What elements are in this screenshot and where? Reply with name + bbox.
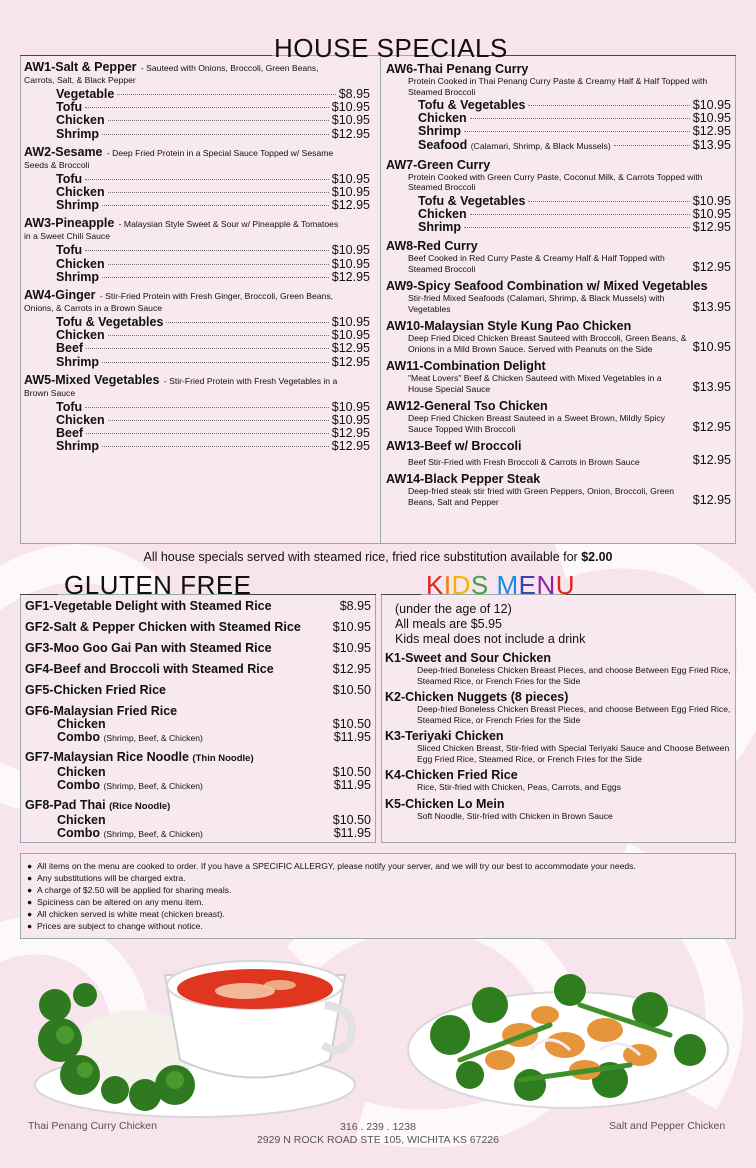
item-title: AW2-Sesame (24, 144, 103, 159)
bullet-icon: ● (27, 885, 33, 895)
price-row (24, 128, 370, 141)
gf-item (25, 641, 371, 655)
option-price: $10.95 (331, 185, 370, 200)
bullet-icon: ● (27, 873, 33, 883)
menu-item (386, 62, 731, 153)
item-title: AW6-Thai Penang Curry (386, 62, 529, 76)
option-price: $12.95 (331, 439, 370, 454)
item-description: Deep Fried Diced Chicken Breast Sauteed with Broccoli, Green Beans, & Onions in a Mild Brown Sauce. Served with Peanuts on the Side (408, 333, 687, 354)
price-row (25, 731, 371, 745)
gf-item-name (25, 599, 371, 613)
kids-title-letter: I (443, 570, 452, 600)
leader-dots (108, 264, 329, 265)
leader-dots (470, 214, 690, 215)
item-name (386, 439, 731, 453)
leader-dots (108, 120, 329, 121)
option-name: Chicken (56, 328, 105, 343)
option-price: $10.95 (692, 111, 731, 126)
price-row (24, 258, 370, 271)
option-price: $10.95 (692, 98, 731, 112)
option-price: $10.95 (331, 100, 370, 115)
menu-item (386, 439, 731, 467)
gf-item (25, 798, 371, 841)
item-name (386, 399, 731, 413)
address: 2929 N ROCK ROAD STE 105, WICHITA KS 67226 (257, 1134, 499, 1146)
item-title: AW14-Black Pepper Steak (386, 472, 541, 487)
item-title: AW8-Red Curry (386, 239, 478, 254)
kids-item-name: K2-Chicken Nuggets (8 pieces) (385, 690, 569, 704)
option-name: Combo (Shrimp, Beef, & Chicken) (57, 826, 203, 840)
option-name: Tofu (56, 100, 83, 115)
item-name (386, 359, 731, 373)
price-row (386, 139, 731, 153)
option-price: $11.95 (333, 778, 371, 792)
option-name: Shrimp (56, 354, 100, 369)
item-description: - Deep Fried Protein in a Special Sauce Topped w/ Sesame Seeds & Broccoli (24, 147, 334, 170)
menu-item (24, 62, 370, 141)
leader-dots (102, 277, 329, 278)
salt-pepper-chicken-image (400, 965, 736, 1125)
note-text: Spiciness can be altered on any menu item. (37, 897, 204, 907)
title-rule (234, 594, 376, 595)
menu-item (386, 319, 731, 354)
bullet-icon: ● (27, 921, 33, 931)
gf-title: GF3-Moo Goo Gai Pan with Steamed Rice (25, 641, 272, 655)
item-price: $13.95 (692, 300, 731, 315)
item-description: - Stir-Fried Protein with Fresh Vegetables in a Brown Sauce (24, 375, 338, 398)
item-price: $12.95 (692, 260, 731, 275)
kids-intro-line: Kids meal does not include a drink (395, 632, 586, 646)
gf-title: GF4-Beef and Broccoli with Steamed Rice (25, 662, 274, 676)
price-row (25, 779, 371, 793)
item-title: AW7-Green Curry (386, 157, 491, 172)
price-row (24, 356, 370, 369)
bullet-icon: ● (27, 909, 33, 919)
option-list (24, 316, 370, 369)
price-row (24, 114, 370, 127)
title-rule (20, 594, 58, 595)
option-name: Shrimp (56, 198, 100, 213)
kids-intro-line: (under the age of 12) (395, 602, 512, 616)
price-row (25, 827, 371, 841)
leader-dots (528, 201, 689, 202)
option-name: Chicken (56, 185, 105, 200)
note-item (27, 896, 727, 908)
menu-item (386, 158, 731, 235)
option-price: $10.95 (331, 399, 370, 414)
option-name: Beef (56, 426, 84, 441)
gf-item (25, 704, 371, 745)
gf-title: GF6-Malaysian Fried Rice (25, 704, 178, 718)
option-name: Shrimp (418, 220, 462, 235)
option-price: $12.95 (331, 426, 370, 441)
option-note: (Calamari, Shrimp, & Black Mussels) (470, 140, 611, 151)
item-title: AW1-Salt & Pepper (24, 60, 137, 74)
option-name: Chicken (57, 813, 106, 827)
gf-item-name (25, 750, 371, 766)
gf-price: $10.95 (332, 641, 371, 655)
option-price: $10.95 (331, 171, 370, 186)
gf-title: GF1-Vegetable Delight with Steamed Rice (25, 599, 272, 613)
gf-note: (Rice Noodle) (109, 801, 171, 812)
title-rule (566, 594, 736, 595)
item-description: Protein Cooked in Thai Penang Curry Paste & Creamy Half & Half Topped with Steamed Broccoli (408, 76, 708, 97)
note-text: All house specials served with steamed rice, fried rice substitution available for (143, 550, 578, 564)
note-text: Any substitutions will be charged extra. (37, 873, 186, 883)
note-text: All items on the menu are cooked to order. If you have a SPECIFIC ALLERGY, please notify your server, and we will try our best to accommodate your needs. (37, 861, 636, 871)
item-name (386, 239, 731, 253)
kids-item (385, 768, 731, 793)
desc-price-wrap (386, 413, 731, 434)
option-price: $12.95 (692, 124, 731, 139)
option-name: Combo (Shrimp, Beef, & Chicken) (57, 730, 203, 744)
option-name: Chicken (57, 765, 106, 779)
option-price: $10.95 (331, 256, 370, 271)
note-item (27, 920, 727, 932)
leader-dots (108, 335, 329, 336)
kids-item (385, 690, 731, 725)
kids-item-description: Rice, Stir-fried with Chicken, Peas, Carrots, and Eggs (417, 782, 621, 792)
item-price: $10.95 (692, 340, 731, 355)
option-name: Vegetable (56, 87, 115, 101)
note-item (27, 884, 727, 896)
item-description: - Stir-Fried Protein with Fresh Ginger, Broccoli, Green Beans, Onions, & Carrots in a Brown Sauce (24, 291, 334, 314)
option-name: Chicken (56, 413, 105, 428)
item-name (24, 144, 370, 171)
option-price: $11.95 (333, 826, 371, 840)
option-note: (Shrimp, Beef, & Chicken) (103, 733, 203, 743)
option-list (386, 195, 731, 235)
gf-item (25, 683, 371, 697)
gf-price: $12.95 (332, 662, 371, 676)
option-name: Tofu (56, 243, 83, 258)
kids-item-name: K5-Chicken Lo Mein (385, 796, 505, 811)
leader-dots (85, 179, 329, 180)
option-name: Combo (Shrimp, Beef, & Chicken) (57, 778, 203, 792)
kids-title-letter: K (426, 570, 444, 600)
menu-item (386, 399, 731, 434)
gf-note: (Thin Noodle) (192, 753, 254, 764)
gf-price: $10.95 (332, 620, 371, 634)
option-note: (Shrimp, Beef, & Chicken) (103, 829, 203, 839)
price-row (24, 271, 370, 284)
menu-item (24, 218, 370, 284)
gf-item-name (25, 641, 371, 655)
option-price: $12.95 (331, 354, 370, 369)
kids-item-name: K3-Teriyaki Chicken (385, 729, 504, 743)
note-text: Prices are subject to change without notice. (37, 921, 203, 931)
gf-price: $10.50 (332, 683, 371, 697)
curry-dish-image (25, 945, 365, 1125)
item-description: - Sauteed with Onions, Broccoli, Green Beans, Carrots, Salt, & Black Pepper (24, 63, 319, 85)
phone-number: 316 . 239 . 1238 (340, 1121, 416, 1133)
option-price: $10.95 (692, 193, 731, 208)
note-price: $2.00 (581, 550, 613, 564)
leader-dots (614, 145, 690, 146)
option-price: $8.95 (338, 87, 370, 101)
item-name (24, 372, 370, 399)
option-name: Chicken (57, 717, 106, 731)
gf-item (25, 750, 371, 793)
menu-item (386, 279, 731, 314)
house-specials-right-column (386, 62, 731, 512)
gf-price: $8.95 (339, 599, 371, 613)
title-rule (486, 55, 736, 56)
option-price: $12.95 (331, 341, 370, 356)
item-description: Beef Cooked in Red Curry Paste & Creamy Half & Half Topped with Steamed Broccoli (408, 253, 665, 274)
option-price: $10.95 (331, 328, 370, 343)
desc-price-wrap (386, 293, 731, 314)
leader-dots (85, 407, 329, 408)
price-row (386, 125, 731, 138)
right-photo-caption: Salt and Pepper Chicken (609, 1120, 726, 1132)
desc-price-wrap (386, 253, 731, 274)
item-name (386, 62, 731, 76)
kids-item-description: Soft Noodle, Stir-fried with Chicken in Brown Sauce (417, 810, 613, 821)
price-row (24, 342, 370, 355)
note-item (27, 908, 727, 920)
gluten-free-list (25, 599, 371, 846)
option-name: Tofu & Vegetables (418, 193, 526, 208)
note-item (27, 860, 727, 872)
leader-dots (464, 227, 690, 228)
leader-dots (117, 94, 335, 95)
house-specials-note (0, 550, 756, 564)
kids-item-name: K4-Chicken Fried Rice (385, 768, 518, 782)
leader-dots (102, 134, 329, 135)
menu-item (24, 144, 370, 213)
kids-title-letter: M (496, 570, 519, 600)
leader-dots (102, 205, 329, 206)
gf-title: GF5-Chicken Fried Rice (25, 683, 167, 697)
bullet-icon: ● (27, 897, 33, 907)
gf-item-name (25, 662, 371, 676)
item-title: AW10-Malaysian Style Kung Pao Chicken (386, 319, 632, 334)
option-price: $10.95 (331, 113, 370, 128)
note-text: A charge of $2.50 will be applied for sharing meals. (37, 885, 232, 895)
desc-price-wrap (386, 453, 731, 467)
item-description: Stir-fried Mixed Seafoods (Calamari, Shrimp, & Black Mussels) with Vegetables (408, 293, 665, 314)
item-name (24, 62, 370, 86)
option-price: $10.50 (332, 813, 371, 827)
option-name: Chicken (418, 207, 467, 222)
option-price: $12.95 (331, 126, 370, 141)
kids-title-letter: D (451, 570, 471, 600)
kids-item-name: K1-Sweet and Sour Chicken (385, 651, 552, 665)
item-description: - Malaysian Style Sweet & Sour w/ Pineapple & Tomatoes in a Sweet Chili Sauce (24, 219, 339, 242)
item-name (386, 472, 731, 486)
option-list (24, 244, 370, 284)
option-price: $10.95 (692, 207, 731, 222)
item-price: $13.95 (692, 380, 731, 395)
kids-item-description: Sliced Chicken Breast, Stir-fried with Special Teriyaki Sauce and Choose Between Egg Fried Rice, Steamed Rice, or French Fries for the Side (417, 743, 730, 764)
option-price: $12.95 (331, 198, 370, 213)
option-name: Chicken (418, 111, 467, 126)
option-name: Tofu (56, 399, 83, 414)
item-title: AW9-Spicy Seafood Combination w/ Mixed Vegetables (386, 279, 708, 294)
item-description: Deep-fried steak stir fried with Green Peppers, Onion, Broccoli, Green Beans, Salt and Pepper (408, 486, 675, 507)
left-photo-caption: Thai Penang Curry Chicken (28, 1120, 157, 1132)
item-title: AW5-Mixed Vegetables (24, 372, 160, 387)
gf-title: GF8-Pad Thai (Rice Noodle) (25, 798, 171, 812)
item-name (386, 158, 731, 172)
kids-item (385, 729, 731, 764)
option-list (24, 88, 370, 141)
notes-list (27, 860, 727, 932)
gf-title: GF2-Salt & Pepper Chicken with Steamed Rice (25, 620, 301, 634)
item-title: AW4-Ginger (24, 288, 96, 303)
price-row (24, 440, 370, 453)
leader-dots (85, 250, 329, 251)
kids-item-description: Deep-fried Boneless Chicken Breast Pieces, and choose Between Egg Fried Rice, Steamed Rice, or French Fries for the Side (417, 704, 731, 725)
desc-price-wrap (386, 373, 731, 394)
price-row (386, 221, 731, 234)
menu-item (386, 359, 731, 394)
kids-item (385, 651, 731, 686)
option-name: Beef (56, 341, 84, 356)
menu-item (24, 372, 370, 454)
option-list (24, 401, 370, 454)
menu-item (24, 290, 370, 369)
option-price: $10.95 (331, 243, 370, 258)
gf-item-name (25, 683, 371, 697)
option-price: $11.95 (333, 730, 371, 744)
note-text: All chicken served is white meat (chicken breast). (37, 909, 225, 919)
option-price: $10.95 (331, 413, 370, 428)
kids-title-letter: N (536, 570, 556, 600)
option-price: $12.95 (692, 220, 731, 235)
option-name: Tofu & Vegetables (418, 98, 526, 112)
option-list (24, 173, 370, 213)
leader-dots (108, 192, 329, 193)
column-divider (380, 57, 381, 543)
menu-item (386, 239, 731, 274)
gf-item (25, 599, 371, 613)
item-title: AW13-Beef w/ Broccoli (386, 439, 522, 454)
menu-item (386, 472, 731, 507)
price-row (24, 199, 370, 212)
gf-item (25, 662, 371, 676)
option-list (386, 99, 731, 153)
title-rule (381, 594, 421, 595)
option-name: Tofu & Vegetables (56, 315, 164, 330)
leader-dots (85, 107, 329, 108)
leader-dots (470, 118, 690, 119)
item-title: AW11-Combination Delight (386, 359, 546, 374)
leader-dots (464, 131, 690, 132)
item-description: Protein Cooked with Green Curry Paste, Coconut Milk, & Carrots Topped with Steamed Broccoli (408, 171, 703, 193)
option-note: (Shrimp, Beef, & Chicken) (103, 781, 203, 791)
item-description: Beef Stir-Fried with Fresh Broccoli & Carrots in Brown Sauce (408, 456, 640, 467)
option-price: $10.50 (332, 717, 371, 731)
title-rule (20, 55, 272, 56)
desc-price-wrap (386, 333, 731, 354)
option-price: $10.50 (332, 765, 371, 779)
kids-menu-list (385, 602, 731, 825)
item-name (386, 279, 731, 293)
kids-title-letter: U (555, 570, 576, 600)
option-name: Chicken (56, 256, 105, 271)
item-title: AW3-Pineapple (24, 216, 115, 231)
gf-item (25, 620, 371, 634)
kids-menu-title (426, 570, 575, 601)
gf-item-name (25, 620, 371, 634)
option-name: Shrimp (418, 124, 462, 139)
option-name: Tofu (56, 171, 83, 186)
option-name: Shrimp (56, 126, 100, 141)
kids-title-letter: S (470, 570, 489, 600)
option-price: $13.95 (692, 137, 731, 152)
option-price: $12.95 (331, 269, 370, 284)
kids-item (385, 797, 731, 822)
option-name: Chicken (56, 113, 105, 128)
gf-title: GF7-Malaysian Rice Noodle (Thin Noodle) (25, 750, 254, 764)
gluten-free-title: GLUTEN FREE (64, 570, 252, 600)
item-name (24, 218, 370, 242)
kids-item-description: Deep-fried Boneless Chicken Breast Pieces, and choose Between Egg Fried Rice, Steamed Rice, or French Fries for the Side (417, 665, 731, 686)
bullet-icon: ● (27, 861, 33, 871)
option-price: $10.95 (331, 315, 370, 330)
note-item (27, 872, 727, 884)
leader-dots (102, 446, 329, 447)
item-price: $12.95 (692, 493, 731, 508)
kids-intro (385, 602, 731, 647)
item-description: "Meat Lovers" Beef & Chicken Sauteed with Mixed Vegetables in a House Special Sauce (408, 373, 662, 394)
desc-price-wrap (386, 486, 731, 507)
gf-item-name (25, 704, 371, 718)
kids-title-letter: E (518, 570, 537, 600)
leader-dots (86, 348, 329, 349)
kids-intro-line: All meals are $5.95 (395, 617, 503, 631)
house-specials-left-column (24, 62, 370, 460)
leader-dots (86, 433, 329, 434)
price-row (24, 244, 370, 257)
item-description: Deep Fried Chicken Breast Sauteed in a Sweet Brown, Mildly Spicy Sauce Topped With Broccoli (408, 413, 665, 434)
option-name: Seafood (Calamari, Shrimp, & Black Mussels) (418, 137, 611, 152)
item-name (386, 319, 731, 333)
option-name: Shrimp (56, 269, 100, 284)
leader-dots (108, 420, 329, 421)
item-price: $12.95 (692, 453, 731, 468)
gf-item-name (25, 798, 371, 814)
leader-dots (166, 322, 328, 323)
item-title: AW12-General Tso Chicken (386, 399, 548, 414)
leader-dots (528, 105, 689, 106)
house-specials-title: HOUSE SPECIALS (274, 33, 508, 63)
option-name: Shrimp (56, 439, 100, 454)
item-price: $12.95 (692, 420, 731, 435)
item-name (24, 290, 370, 314)
leader-dots (102, 362, 329, 363)
